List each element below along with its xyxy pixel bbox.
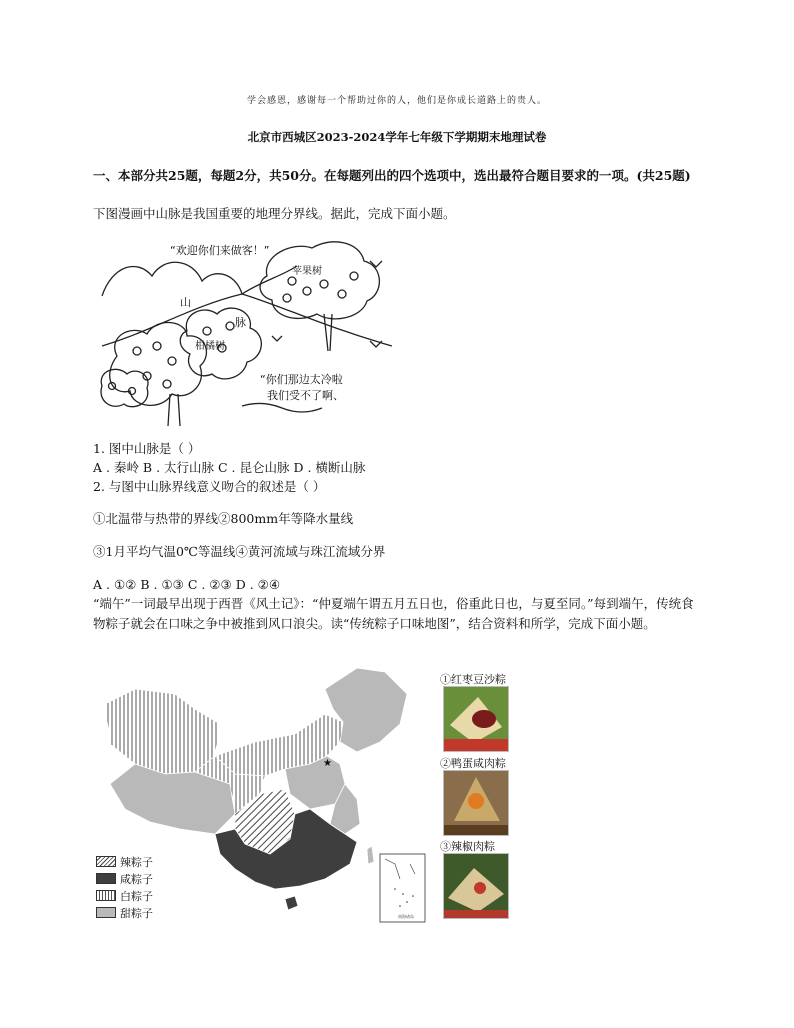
vertical-lines-swatch-icon [96,890,116,901]
exam-title: 北京市西城区2023-2024学年七年级下学期期末地理试卷 [247,130,547,144]
photo-label-2: ②鸭蛋咸肉粽 [440,757,506,770]
q2-statement-2: ③1月平均气温0℃等温线④黄河流域与珠江流域分界 [93,544,386,559]
section-intro: 下图漫画中山脉是我国重要的地理分界线。据此，完成下面小题。 [93,206,456,221]
legend-item-spicy [96,853,153,870]
mountain-char-1: 山 [180,296,191,309]
zongzi-photo-1 [443,686,509,752]
mountain-cartoon [92,236,392,431]
legend-label: 咸粽子 [120,872,153,886]
section-heading: 一、本部分共25题，每题2分，共50分。在每题列出的四个选项中，选出最符合题目要求的一项。(共25题) [93,168,691,183]
speech-welcome: “欢迎你们来做客！” [170,244,270,257]
south-sea-inset [380,854,425,922]
speech-cold-1: “你们那边太冷啦 [260,373,343,386]
photo-label-3: ③辣椒肉粽 [440,840,495,853]
capital-star-icon: ★ [323,758,332,769]
photo-label-1: ①红枣豆沙粽 [440,673,506,686]
legend-label: 甜粽子 [120,906,153,920]
q1-stem: 1. 图中山脉是（ ） [93,441,201,456]
inset-label: 南海诸岛 [398,914,414,919]
legend-item-plain [96,887,153,904]
zongzi-photo-2 [443,770,509,836]
mountain-char-2: 脉 [235,316,246,329]
apple-tree-label: 苹果树 [292,266,322,277]
q2-statement-1: ①北温带与热带的界线②800mm年等降水量线 [93,511,354,526]
zongzi-photo-3 [443,853,509,919]
orange-tree-label: 柑橘树 [195,341,225,352]
hatch-swatch-icon [96,856,116,867]
speech-cold-2: 我们受不了啊、 [267,389,344,402]
q2-stem: 2. 与图中山脉界线意义吻合的叙述是（ ） [93,479,326,494]
q1-options: A . 秦岭 B . 太行山脉 C . 昆仑山脉 D . 横断山脉 [93,460,366,475]
dark-swatch-icon [96,873,116,884]
header-motto: 学会感恩，感谢每一个帮助过你的人，他们是你成长道路上的贵人。 [246,96,547,106]
passage-text: “端午”一词最早出现于西晋《风土记》：“仲夏端午谓五月五日也，俗重此日也，与夏至同。”每到端午，传统食物粽子就会在口味之争中被推到风口浪尖。读“传统粽子口味地图”，结合资料和所学，完成下面小题。 [93,596,694,631]
legend-item-salty [96,870,153,887]
map-legend [96,853,153,921]
q2-options: A . ①② B . ①③ C . ②③ D . ②④ [93,577,281,592]
legend-label: 辣粽子 [120,855,153,869]
legend-item-sweet [96,904,153,921]
light-swatch-icon [96,907,116,918]
legend-label: 白粽子 [120,889,153,903]
